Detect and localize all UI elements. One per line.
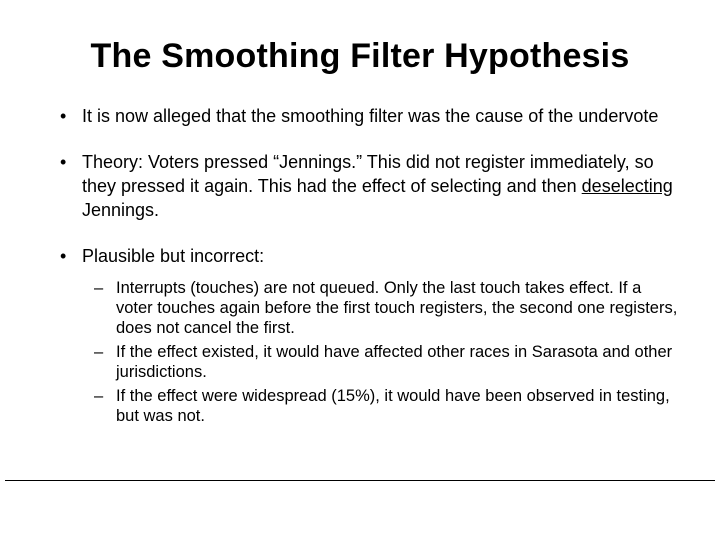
bullet-marker: • bbox=[60, 106, 67, 126]
bullet-item bbox=[58, 150, 678, 222]
sub-bullet-list bbox=[92, 278, 682, 426]
sub-bullet-item bbox=[92, 278, 682, 338]
sub-bullet-item bbox=[92, 386, 682, 426]
sub-bullet-item bbox=[92, 342, 682, 382]
bullet-text-end: Jennings. bbox=[82, 200, 160, 220]
underlined-word: deselecting bbox=[581, 176, 673, 196]
bullet-list bbox=[58, 104, 678, 448]
sub-bullet-text: Interrupts (touches) are not queued. Only the last touch takes effect. If a voter touches again before the first touch registers, the second one registers, does not cancel the first. bbox=[116, 279, 678, 337]
slide-title: The Smoothing Filter Hypothesis bbox=[90, 37, 630, 75]
bullet-item bbox=[58, 104, 678, 128]
bullet-marker: • bbox=[60, 152, 67, 172]
sub-bullet-text: If the effect existed, it would have affected other races in Sarasota and other jurisdictions. bbox=[116, 343, 673, 381]
bullet-marker: • bbox=[60, 246, 67, 266]
bullet-text: Theory: Voters pressed “Jennings.” This did not register immediately, so they pressed it again. This had the effect of selecting and then bbox=[82, 152, 654, 196]
sub-bullet-marker: – bbox=[94, 387, 104, 405]
sub-bullet-marker: – bbox=[94, 279, 104, 297]
bullet-item bbox=[58, 244, 678, 426]
sub-bullet-marker: – bbox=[94, 343, 104, 361]
footer-divider bbox=[5, 480, 715, 481]
bullet-text: It is now alleged that the smoothing filter was the cause of the undervote bbox=[82, 106, 659, 126]
bullet-text: Plausible but incorrect: bbox=[82, 246, 265, 266]
sub-bullet-text: If the effect were widespread (15%), it would have been observed in testing, but was not. bbox=[116, 387, 670, 425]
